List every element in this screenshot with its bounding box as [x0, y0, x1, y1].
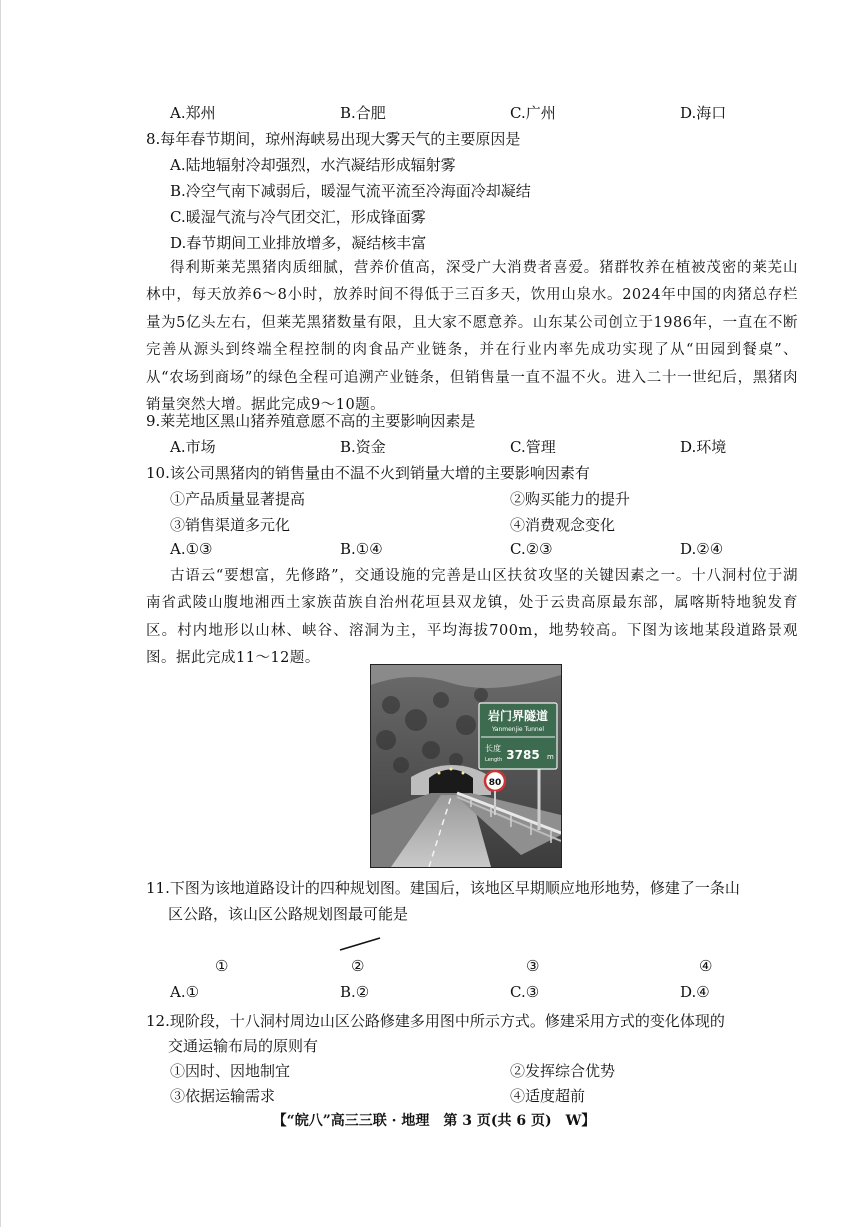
q10-stem: 10.该公司黑猪肉的销售量由不温不火到销量大增的主要影响因素有 — [146, 464, 590, 482]
q12-stem-line1: 12.现阶段，十八洞村周边山区公路修建多用图中所示方式。修建采用方式的变化体现的 — [146, 1012, 725, 1030]
speed-limit-value: 80 — [488, 778, 502, 788]
q11-stem-line1: 11.下图为该地道路设计的四种规划图。建国后，该地区早期顺应地形地势，修建了一条山 — [146, 879, 740, 897]
q10-item-1: ①产品质量显著提高 — [170, 490, 306, 508]
q12-item-1: ①因时、因地制宜 — [170, 1062, 291, 1080]
q9-option-d: D.环境 — [680, 438, 727, 456]
q9-stem: 9.莱芜地区黑山猪养殖意愿不高的主要影响因素是 — [146, 412, 476, 430]
q12-item-4: ④适度超前 — [510, 1087, 586, 1105]
q10-option-c: C.②③ — [510, 540, 553, 558]
q7-option-a: A.郑州 — [170, 104, 216, 122]
tunnel-sign-length-label: 长度 — [485, 744, 501, 753]
tunnel-sign-length-unit: m — [547, 753, 554, 761]
q10-item-4: ④消费观念变化 — [510, 516, 616, 534]
q9-option-a: A.市场 — [170, 438, 216, 456]
page-footer: 【“皖八”高三三联 · 地理 第 3 页(共 6 页) W】 — [272, 1113, 596, 1129]
q10-option-a: A.①③ — [170, 540, 213, 558]
q10-option-d: D.②④ — [680, 540, 724, 558]
tunnel-scene-illustration — [371, 665, 561, 867]
q12-item-3: ③依据运输需求 — [170, 1087, 276, 1105]
q8-stem: 8.每年春节期间，琼州海峡易出现大雾天气的主要原因是 — [146, 130, 521, 148]
q11-figure-label-4: ④ — [699, 957, 713, 975]
tunnel-sign-name-en: Yanmenjie Tunnel — [491, 726, 545, 733]
tunnel-road-photo — [370, 664, 562, 868]
q10-item-3: ③销售渠道多元化 — [170, 516, 291, 534]
q10-item-2: ②购买能力的提升 — [510, 490, 631, 508]
q10-option-b: B.①④ — [340, 540, 383, 558]
plan-2-road-line — [336, 934, 384, 954]
tunnel-sign-name: 岩门界隧道 — [487, 709, 549, 723]
q11-figure-label-3: ③ — [526, 957, 540, 975]
q11-stem-line2: 区公路，该山区公路规划图最可能是 — [168, 905, 409, 923]
q11-option-a: A.① — [170, 983, 200, 1001]
q8-option-b: B.冷空气南下减弱后，暖湿气流平流至冷海面冷却凝结 — [170, 182, 531, 200]
tunnel-sign-length-label-en: Length — [485, 757, 503, 763]
scan-edge — [0, 0, 1, 1227]
q7-option-b: B.合肥 — [340, 104, 386, 122]
q7-option-c: C.广州 — [510, 104, 556, 122]
q11-figure-label-1: ① — [215, 957, 229, 975]
passage-9-10: 得利斯莱芜黑猪肉质细腻，营养价值高，深受广大消费者喜爱。猪群牧养在植被茂密的莱芜山林中，每天放养6～8小时，放养时间不得低于三百多天，饮用山泉水。2024年中国的肉猪总存栏量为5亿头左右，但莱芜黑猪数量有限，且大家不愿意养。山东某公司创立于1986年，一直在不断完善从源头到终端全程控制的肉食品产业链条，并在行业内率先成功实现了从“田园到餐桌”、从“农场到商场”的绿色全程可追溯产业链条，但销售量一直不温不火。进入二十一世纪后，黑猪肉销量突然大增。据此完成9～10题。 — [146, 260, 798, 414]
q9-option-c: C.管理 — [510, 438, 556, 456]
q11-option-d: D.④ — [680, 983, 710, 1001]
q8-option-a: A.陆地辐射冷却强烈，水汽凝结形成辐射雾 — [170, 156, 456, 174]
q12-item-2: ②发挥综合优势 — [510, 1062, 616, 1080]
q11-option-b: B.② — [340, 983, 370, 1001]
q8-option-c: C.暖湿气流与冷气团交汇，形成锋面雾 — [170, 208, 426, 226]
passage-11-12: 古语云“要想富，先修路”，交通设施的完善是山区扶贫攻坚的关键因素之一。十八洞村位于湖南省武陵山腹地湘西土家族苗族自治州花垣县双龙镇，处于云贵高原最东部，属喀斯特地貌发育区。村内地形以山林、峡谷、溶洞为主，平均海拔700m，地势较高。下图为该地某段道路景观图。据此完成11～12题。 — [146, 568, 798, 667]
q11-figure-label-2: ② — [351, 957, 365, 975]
q7-option-d: D.海口 — [680, 104, 727, 122]
q11-option-c: C.③ — [510, 983, 540, 1001]
q8-option-d: D.春节期间工业排放增多，凝结核丰富 — [170, 234, 427, 252]
q9-option-b: B.资金 — [340, 438, 386, 456]
q12-stem-line2: 交通运输布局的原则有 — [168, 1037, 319, 1055]
tunnel-sign-length-value: 3785 — [506, 748, 540, 762]
